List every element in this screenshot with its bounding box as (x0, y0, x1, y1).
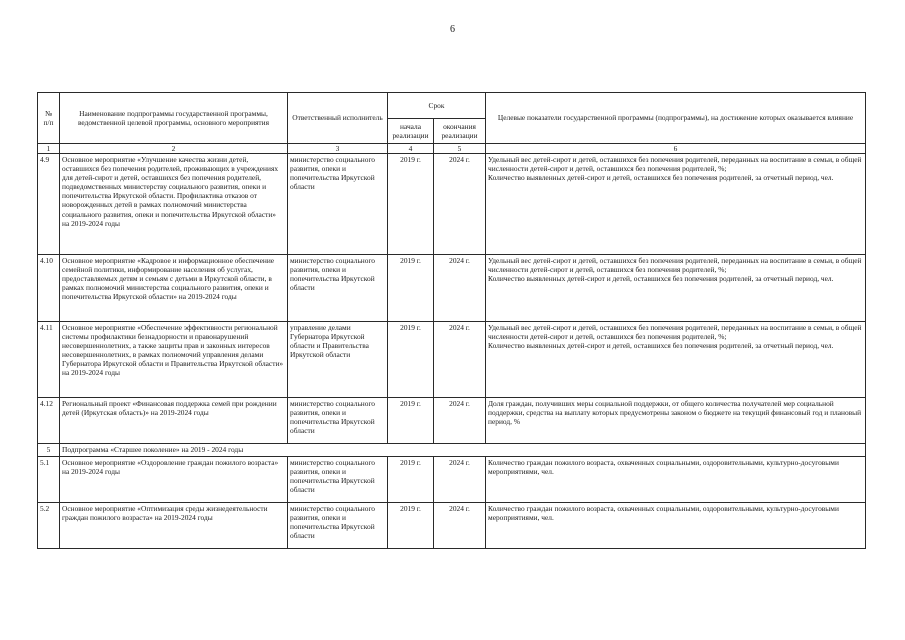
row-start: 2019 г. (388, 255, 434, 322)
row-number: 5.2 (38, 503, 60, 549)
row-responsible: министерство социального развития, опеки и попечительства Иркутской области (288, 398, 388, 444)
column-number: 4 (388, 144, 434, 154)
row-indicators (486, 457, 866, 503)
row-start: 2019 г. (388, 322, 434, 398)
column-number: 6 (486, 144, 866, 154)
row-number: 5.1 (38, 457, 60, 503)
page-number: 6 (450, 24, 455, 35)
table-row (38, 457, 866, 503)
row-name: Основное мероприятие «Обеспечение эффективности региональной системы профилактики безнадзорности и правонарушений несовершеннолетних, а также защиты прав и законных интересов несовершеннолетних, в рамках полномочий управления делами Губернатора Иркутской области и Правительства Иркутской области» на 2019-2024 годы (60, 322, 288, 398)
indicator-text: Количество выявленных детей-сирот и детей, оставшихся без попечения родителей, за отчетный период, чел. (488, 173, 834, 183)
section-number: 5 (38, 444, 60, 457)
row-indicators (486, 154, 866, 255)
column-number-row (38, 144, 866, 154)
program-table (37, 92, 866, 549)
table-row (38, 154, 866, 255)
row-indicators (486, 398, 866, 444)
header-term: Срок (388, 93, 486, 119)
row-number: 4.12 (38, 398, 60, 444)
row-name: Основное мероприятие «Улучшение качества жизни детей, оставшихся без попечения родителей, проживающих в учреждениях для детей-сирот и детей, оставшихся без попечения родителей, подведомственных министерству социального развития, опеки и попечительства Иркутской области. Профилактика отказов от новорожденных детей в рамках полномочий министерства социального развития, опеки и попечительства Иркутской области» на 2019-2024 годы (60, 154, 288, 255)
row-end: 2024 г. (434, 322, 486, 398)
row-start: 2019 г. (388, 503, 434, 549)
row-responsible: управление делами Губернатора Иркутской области и Правительства Иркутской области (288, 322, 388, 398)
section-row (38, 444, 866, 457)
row-number: 4.9 (38, 154, 60, 255)
indicator-text: Доля граждан, получивших меры социальной поддержки, от общего количества получателей мер социальной поддержки, средства на выплату которых предусмотрены законом о бюджете на текущий финансовый год и плановый период, % (488, 399, 862, 427)
header-name: Наименование подпрограммы государственной программы, ведомственной целевой программы, основного мероприятия (60, 93, 288, 144)
row-name: Основное мероприятие «Кадровое и информационное обеспечение семейной политики, информирование населения об услугах, предоставляемых детям и семьям с детьми в Иркутской области, в рамках полномочий министерства социального развития, опеки и попечительства Иркутской области» на 2019-2024 годы (60, 255, 288, 322)
row-start: 2019 г. (388, 457, 434, 503)
indicator-text: Количество граждан пожилого возраста, охваченных социальными, оздоровительными, культурно-досуговыми мероприятиями, чел. (488, 504, 839, 523)
row-name: Основное мероприятие «Оптимизация среды жизнедеятельности граждан пожилого возраста» на 2019-2024 годы (60, 503, 288, 549)
row-start: 2019 г. (388, 398, 434, 444)
row-responsible: министерство социального развития, опеки и попечительства Иркутской области (288, 503, 388, 549)
row-indicators (486, 503, 866, 549)
row-responsible: министерство социального развития, опеки и попечительства Иркутской области (288, 154, 388, 255)
row-end: 2024 г. (434, 398, 486, 444)
row-indicators (486, 322, 866, 398)
row-start: 2019 г. (388, 154, 434, 255)
row-responsible: министерство социального развития, опеки и попечительства Иркутской области (288, 457, 388, 503)
row-responsible: министерство социального развития, опеки и попечительства Иркутской области (288, 255, 388, 322)
column-number: 2 (60, 144, 288, 154)
row-name: Региональный проект «Финансовая поддержка семей при рождении детей (Иркутская область)» на 2019-2024 годы (60, 398, 288, 444)
row-indicators (486, 255, 866, 322)
column-number: 5 (434, 144, 486, 154)
section-title: Подпрограмма «Старшее поколение» на 2019 - 2024 годы (60, 444, 866, 457)
column-number: 3 (288, 144, 388, 154)
header-num: № п/п (38, 93, 60, 144)
row-end: 2024 г. (434, 255, 486, 322)
indicator-text: Количество выявленных детей-сирот и детей, оставшихся без попечения родителей, за отчетный период, чел. (488, 341, 834, 351)
header-responsible: Ответственный исполнитель (288, 93, 388, 144)
header-start: начала реализации (388, 118, 434, 144)
header-indicators: Целевые показатели государственной программы (подпрограммы), на достижение которых оказывается влияние (486, 93, 866, 144)
table-header (38, 93, 866, 144)
row-end: 2024 г. (434, 503, 486, 549)
row-number: 4.10 (38, 255, 60, 322)
row-end: 2024 г. (434, 457, 486, 503)
column-number: 1 (38, 144, 60, 154)
table-row (38, 398, 866, 444)
indicator-text: Количество граждан пожилого возраста, охваченных социальными, оздоровительными, культурно-досуговыми мероприятиями, чел. (488, 458, 839, 477)
table-row (38, 255, 866, 322)
indicator-text: Удельный вес детей-сирот и детей, оставшихся без попечения родителей, переданных на воспитание в семьи, в общей численности детей-сирот и детей, оставшихся без попечения родителей, %; (488, 323, 862, 342)
header-end: окончания реализации (434, 118, 486, 144)
table-body (38, 144, 866, 549)
row-end: 2024 г. (434, 154, 486, 255)
indicator-text: Удельный вес детей-сирот и детей, оставшихся без попечения родителей, переданных на воспитание в семьи, в общей численности детей-сирот и детей, оставшихся без попечения родителей, %; (488, 155, 862, 174)
indicator-text: Количество выявленных детей-сирот и детей, оставшихся без попечения родителей, за отчетный период, чел. (488, 274, 834, 284)
row-number: 4.11 (38, 322, 60, 398)
table-row (38, 322, 866, 398)
table-row (38, 503, 866, 549)
row-name: Основное мероприятие «Оздоровление граждан пожилого возраста» на 2019-2024 годы (60, 457, 288, 503)
indicator-text: Удельный вес детей-сирот и детей, оставшихся без попечения родителей, переданных на воспитание в семьи, в общей численности детей-сирот и детей, оставшихся без попечения родителей, %; (488, 256, 862, 275)
